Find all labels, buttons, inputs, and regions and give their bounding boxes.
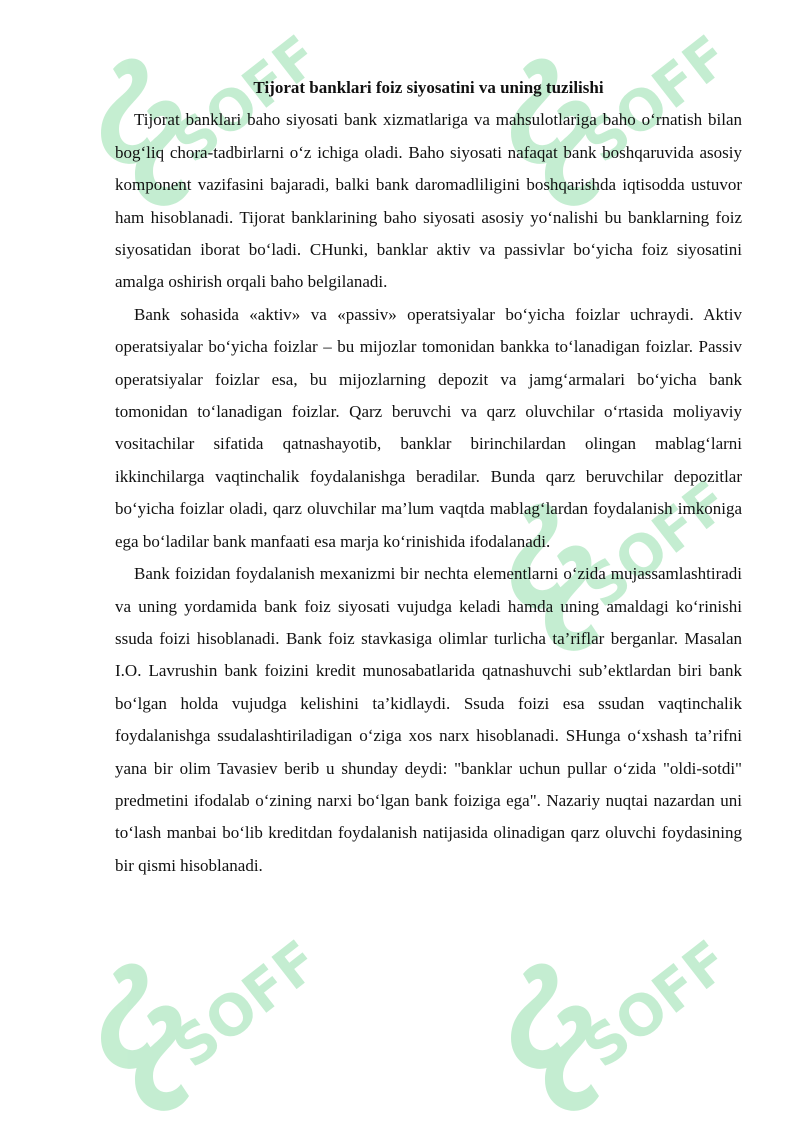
paragraph-2: Bank sohasida «aktiv» va «passiv» operatsiyalar bo‘yicha foizlar uchraydi. Aktiv operatsiyalar bo‘yicha foizlar – bu mijozlar tomonidan bankka to‘lanadigan foizlar. Passiv operatsiyalar foizlar esa, bu mijozlarning depozit va jamg‘armalari bo‘yicha bank tomonidan to‘lanadigan foizlar. Qarz beruvchi va qarz oluvchilar o‘rtasida moliyaviy vositachilar sifatida qatnashayotib, banklar birinchilardan olingan mablag‘larni ikkinchilarga vaqtinchalik foydalanishga beradilar. Bunda qarz beruvchilar depozitlar bo‘yicha foizlar oladi, qarz oluvchilar ma’lum vaqtda mablag‘lardan foydalanish imkoniga ega bo‘ladilar bank manfaati esa marja ko‘rinishida ifodalanadi. bbox=[115, 304, 742, 551]
paragraph-1: Tijorat banklari baho siyosati bank xizmatlariga va mahsulotlariga baho o‘rnatish bilan bog‘liq chora-tadbirlarni o‘z ichiga oladi. Baho siyosati nafaqat bank boshqaruvida asosiy komponent vazifasini bajaradi, balki bank daromadliligini boshqarishda iqtisodda ustuvor ham hisoblanadi. Tijorat banklarining baho siyosati asosiy yo‘nalishi bu banklarning foiz siyosatidan iborat bo‘ladi. CHunki, banklar aktiv va passivlar bo‘yicha foiz siyosatini amalga oshirish orqali baho belgilanadi. bbox=[115, 110, 742, 292]
soff-watermark-text: SOFF bbox=[161, 930, 325, 1082]
soff-watermark-text: SOFF bbox=[571, 25, 735, 177]
soff-watermark-text: SOFF bbox=[161, 25, 325, 177]
soff-watermark-text: SOFF bbox=[571, 930, 735, 1082]
soff-watermark-icon bbox=[505, 930, 735, 1131]
soff-watermark-text: SOFF bbox=[571, 470, 735, 622]
document-body bbox=[115, 72, 742, 882]
paragraph-3: Bank foizidan foydalanish mexanizmi bir nechta elementlarni o‘zida mujassamlashtiradi va uning yordamida bank foiz siyosati vujudga keladi hamda uning amaldagi ko‘rinishi ssuda foizi hisoblanadi. Bank foiz stavkasiga olimlar turlicha ta’riflar berganlar. Masalan I.O. Lavrushin bank foizini kredit munosabatlarida qatnashuvchi sub’ektlardan biri bank bo‘lgan holda vujudga kelishini ta’kidlaydi. Ssuda foizi esa ssudan vaqtinchalik foydalanishga ssudalashtiriladigan o‘ziga xos narx hisoblanadi. SHunga o‘xshash ta’rifni yana bir olim Tavasiev berib u shunday deydi: "banklar uchun pullar o‘zida "oldi-sotdi" predmetini ifodalab o‘zining narxi bo‘lgan bank foiziga ega". Nazariy nuqtai nazardan uni to‘lash manbai bo‘lib kreditdan foydalanish natijasida olinadigan qarz oluvchi foydasining bir qismi hisoblanadi. bbox=[115, 564, 742, 875]
soff-watermark-icon bbox=[95, 930, 325, 1131]
document-title: Tijorat banklari foiz siyosatini va uning tuzilishi bbox=[253, 78, 604, 97]
